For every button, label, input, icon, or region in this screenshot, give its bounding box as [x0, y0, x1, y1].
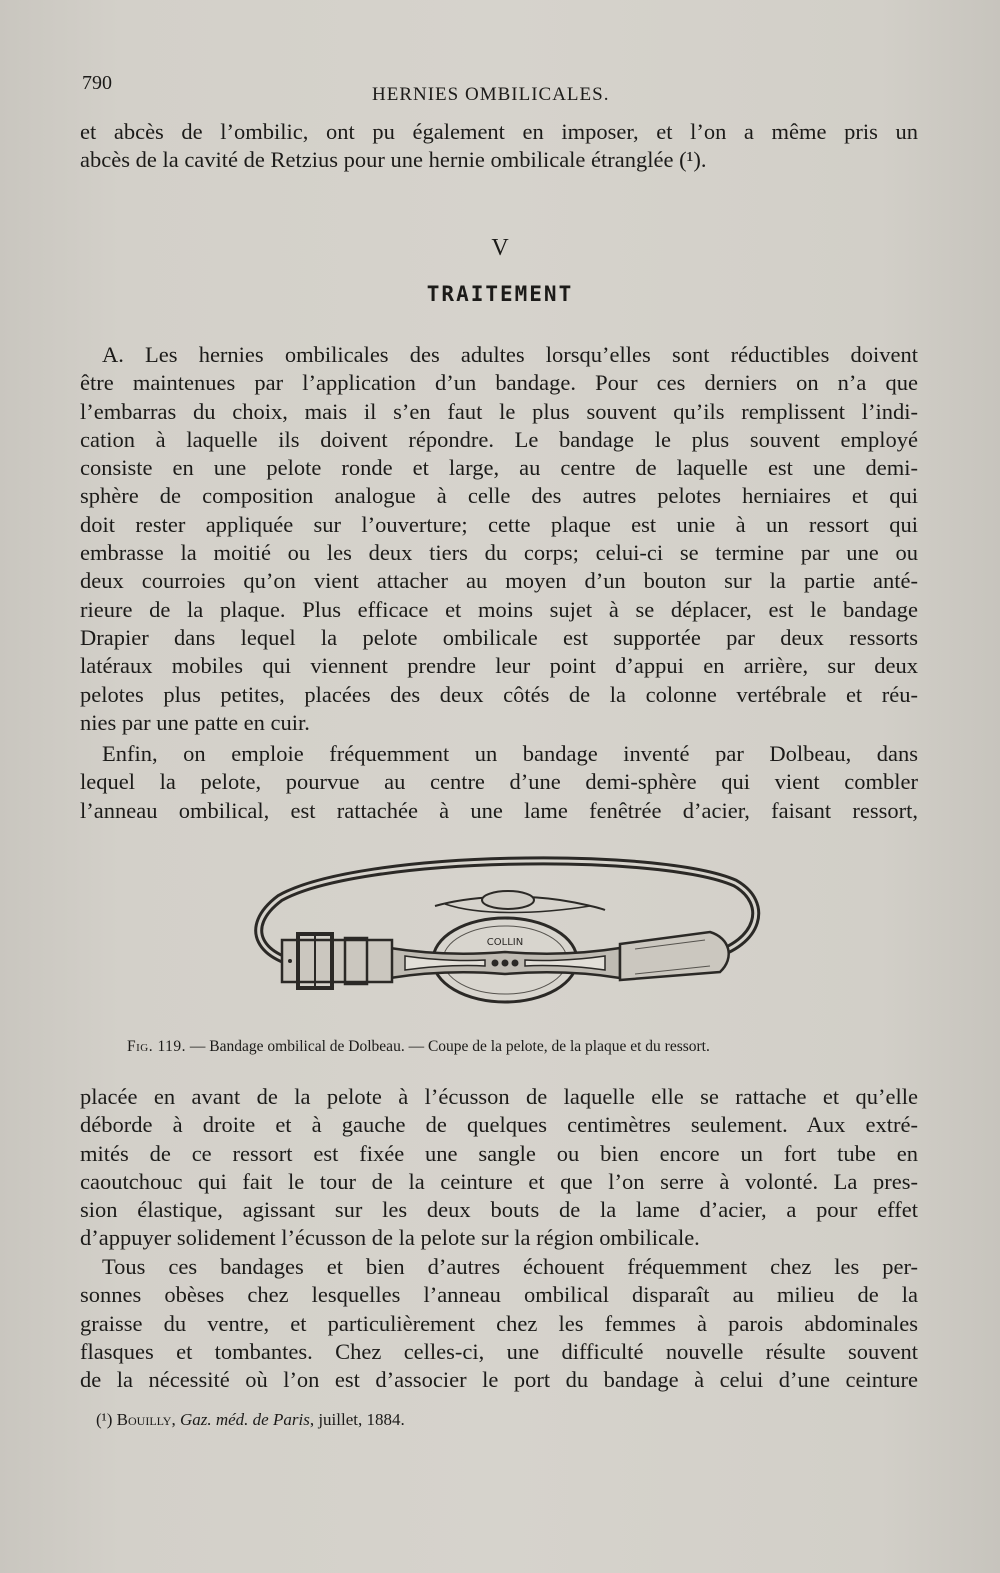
footnote-journal: Gaz. méd. de Paris: [179, 1410, 310, 1429]
text-line: embrasse la moitié ou les deux tiers du corps; celui-ci se termine par une ou: [80, 540, 918, 566]
running-title: HERNIES OMBILICALES.: [372, 84, 610, 105]
text-line: placée en avant de la pelote à l’écusson de laquelle elle se rattache et qu’elle: [80, 1084, 918, 1109]
rivet: [502, 960, 509, 967]
footnote-marker: (¹): [96, 1410, 113, 1429]
text-line: Enfin, on emploie fréquemment un bandage inventé par Dolbeau, dans: [102, 741, 918, 766]
text-line: sonnes obèses chez lesquelles l’anneau ombilical disparaît au milieu de la: [80, 1282, 918, 1308]
paragraph-b: [80, 740, 918, 825]
text-line: mités de ce ressort est fixée une sangle ou bien encore un fort tube en: [80, 1140, 918, 1166]
right-strap: [620, 932, 729, 980]
text-line: flasques et tombantes. Chez celles-ci, une difficulté nouvelle résulte souvent: [80, 1338, 918, 1364]
text-line: rieure de la plaque. Plus efficace et moins sujet à se déplacer, est le bandage: [80, 596, 918, 622]
figure-bandage: [240, 848, 770, 1028]
text-line: caoutchouc qui fait le tour de la ceinture et que l’on serre à volonté. La pres-: [80, 1168, 918, 1194]
pad-section-dome: [482, 891, 534, 909]
text-line: deux courroies qu’on vient attacher au moyen d’un bouton sur la partie anté-: [80, 568, 918, 594]
text-line: doit rester appliquée sur l’ouverture; cette plaque est unie à un ressort qui: [80, 511, 918, 537]
page-number: 790: [82, 72, 112, 94]
text-line: A. Les hernies ombilicales des adultes lorsqu’elles sont réductibles doivent: [102, 342, 918, 367]
text-line: sphère de composition analogue à celle des autres pelotes herniaires et qui: [80, 483, 918, 509]
section-title: TRAITEMENT: [426, 282, 574, 306]
text-line: abcès de la cavité de Retzius pour une hernie ombilicale étranglée (¹).: [80, 147, 707, 173]
text-line: sion élastique, agissant sur les deux bouts de la lame d’acier, a pour effet: [80, 1197, 918, 1223]
figure-caption: [127, 1038, 887, 1056]
rivet: [512, 960, 519, 967]
text-line: pelotes plus petites, placées des deux côtés de la colonne vertébrale et réu-: [80, 681, 918, 707]
rivet: [492, 960, 499, 967]
section-number: V: [491, 235, 509, 261]
text-line: cation à laquelle ils doivent répondre. Le bandage le plus souvent employé: [80, 426, 918, 452]
text-line: être maintenues par l’application d’un bandage. Pour ces derniers on n’a que: [80, 370, 918, 396]
text-line: Drapier dans lequel la pelote ombilicale est supportée par deux ressorts: [80, 624, 918, 650]
text-line: déborde à droite et à gauche de quelques centimètres seulement. Aux extré-: [80, 1112, 918, 1138]
text-line: lequel la pelote, pourvue au centre d’une demi-sphère qui vient combler: [80, 769, 918, 795]
paragraph-d: [80, 1253, 918, 1394]
strap-hole: [288, 959, 292, 963]
paragraph-c: [80, 1083, 918, 1253]
footnote: (¹) Bouilly, Gaz. méd. de Paris, juillet, 1884.: [96, 1410, 405, 1429]
text-line: l’embarras du choix, mais il s’en faut le plus souvent qu’ils remplissent l’indi-: [80, 398, 918, 424]
intro-paragraph: [80, 118, 918, 175]
text-line: Tous ces bandages et bien d’autres échouent fréquemment chez les per-: [102, 1254, 918, 1279]
text-line: latéraux mobiles qui viennent prendre leur point d’appui en arrière, sur deux: [80, 653, 918, 679]
text-line: graisse du ventre, et particulièrement chez les femmes à parois abdominales: [80, 1310, 918, 1336]
footnote-author: Bouilly: [116, 1410, 172, 1429]
text-line: consiste en une pelote ronde et large, au centre de laquelle est une demi-: [80, 455, 918, 481]
maker-stamp: COLLIN: [486, 937, 524, 948]
figure-label: Fig. 119.: [127, 1038, 187, 1055]
figure-caption-text: — Bandage ombilical de Dolbeau. — Coupe de la pelote, de la plaque et du ressort.: [186, 1038, 710, 1055]
text-line: et abcès de l’ombilic, ont pu également en imposer, et l’on a même pris un: [80, 119, 918, 144]
text-line: de la nécessité où l’on est d’associer le port du bandage à celui d’une ceinture: [80, 1367, 918, 1393]
text-line: d’appuyer solidement l’écusson de la pelote sur la région ombilicale.: [80, 1225, 700, 1251]
text-line: nies par une patte en cuir.: [80, 709, 310, 735]
footnote-date: juillet, 1884.: [318, 1410, 405, 1429]
bandage-illustration: [240, 848, 770, 1028]
text-line: l’anneau ombilical, est rattachée à une lame fenêtrée d’acier, faisant ressort,: [80, 797, 918, 823]
paragraph-a: [80, 341, 918, 737]
